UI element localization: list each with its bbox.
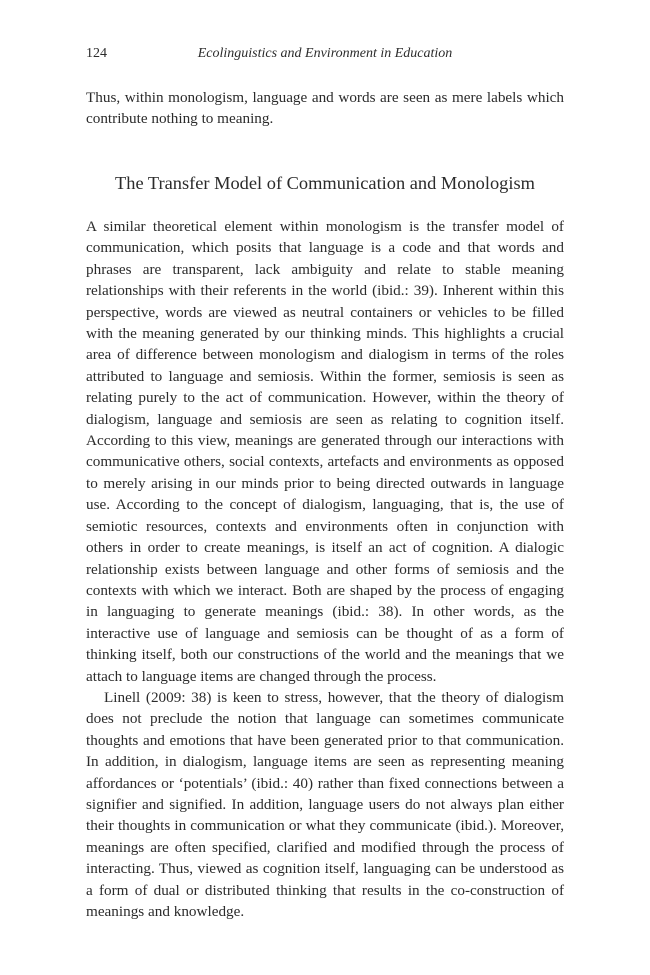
running-header [86,44,564,64]
intro-paragraph: Thus, within monologism, language and words are seen as mere labels which contribute nothing to meaning. [86,89,564,128]
body-paragraph-2: Linell (2009: 38) is keen to stress, however, that the theory of dialogism does not preclude the notion that language can sometimes communicate thoughts and emotions that have been generated prior to that communication. In addition, in dialogism, language items are seen as representing meaning affordances or ‘potentials’ (ibid.: 40) rather than fixed connections between a signifier and signified. In addition, language users do not always plan either their thoughts in communication or what they communicate (ibid.). Moreover, meanings are often specified, clarified and modified through the process of interacting. Thus, viewed as cognition itself, languaging can be understood as a form of dual or distributed thinking that results in the co-construction of meanings and knowledge. [86,688,564,920]
section-heading: The Transfer Model of Communication and Monologism [115,173,535,193]
section-body [86,216,564,922]
book-title: Ecolinguistics and Environment in Education [197,46,453,61]
body-paragraph-1: A similar theoretical element within monologism is the transfer model of communication, which posits that language is a code and that words and phrases are transparent, lack ambiguity and relate to stable meaning relationships with their referents in the world (ibid.: 39). Inherent within this perspective, words are viewed as neutral containers or vehicles to be filled with the meaning generated by our thinking minds. This highlights a crucial area of difference between monologism and dialogism in terms of the roles attributed to language and semiosis. Within the former, semiosis is seen as relating purely to the act of communication. However, within the theory of dialogism, language and semiosis are seen as relating to cognition itself. According to this view, meanings are generated through our interactions with communicative others, social contexts, artefacts and environments as opposed to merely arising in our minds prior to being directed outwards in language use. According to the concept of dialogism, languaging, that is, the use of semiotic resources, contexts and environments often in conjunction with others in order to create meanings, is itself an act of cognition. A dialogic relationship exists between language and other forms of semiosis and the contexts with which we interact. Both are shaped by the process of engaging in languaging to generate meanings (ibid.: 38). In other words, as the interactive use of language and semiosis can be thought of as a form of thinking itself, both our constructions of the world and the meanings that we attach to language items are changed through the process. [86,218,564,685]
page-number: 124 [86,46,107,61]
